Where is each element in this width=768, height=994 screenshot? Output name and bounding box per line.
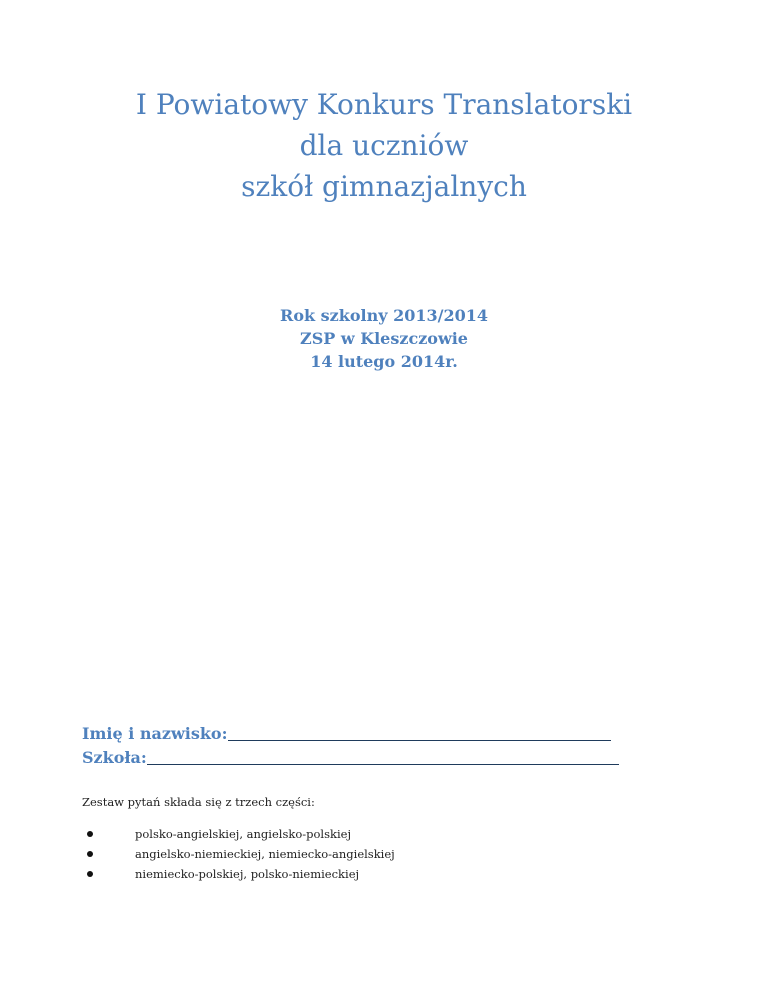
- school-label: Szkoła:: [82, 748, 147, 767]
- title-line: I Powiatowy Konkurs Translatorski: [135, 88, 633, 121]
- sections-list: [82, 824, 395, 884]
- participant-form: [82, 722, 642, 770]
- competition-title: [0, 84, 768, 207]
- name-field-line[interactable]: [228, 722, 611, 741]
- name-label: Imię i nazwisko:: [82, 724, 228, 743]
- name-row: [82, 722, 642, 746]
- school-row: [82, 746, 642, 770]
- bullet-icon: [87, 831, 93, 837]
- school-year: Rok szkolny 2013/2014: [280, 306, 488, 325]
- list-item: [82, 864, 395, 884]
- section-label: polsko-angielskiej, angielsko-polskiej: [135, 827, 352, 841]
- list-item: [82, 844, 395, 864]
- title-line: szkół gimnazjalnych: [241, 170, 527, 203]
- school-field-line[interactable]: [147, 746, 619, 765]
- bullet-icon: [87, 871, 93, 877]
- section-label: angielsko-niemieckiej, niemiecko-angielskiej: [135, 847, 395, 861]
- title-line: dla uczniów: [299, 129, 469, 162]
- venue: ZSP w Kleszczowie: [300, 329, 468, 348]
- event-info: [0, 304, 768, 373]
- bullet-icon: [87, 851, 93, 857]
- section-label: niemiecko-polskiej, polsko-niemieckiej: [135, 867, 360, 881]
- intro-text: Zestaw pytań składa się z trzech części:: [82, 795, 315, 809]
- list-item: [82, 824, 395, 844]
- event-date: 14 lutego 2014r.: [310, 352, 458, 371]
